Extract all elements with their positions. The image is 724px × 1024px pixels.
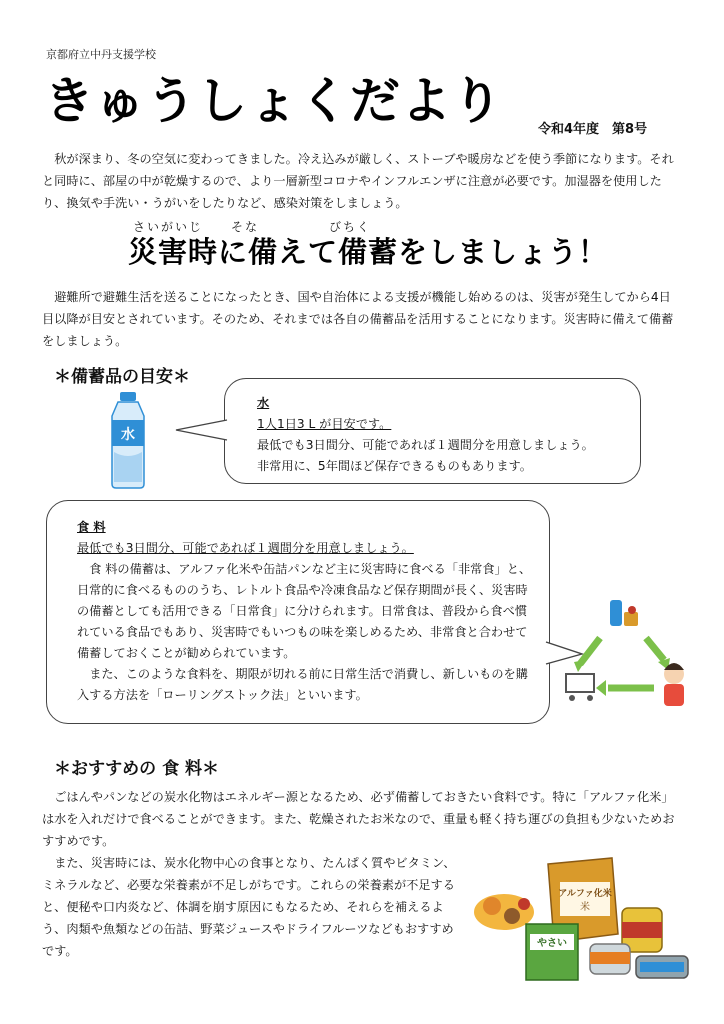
- water-line-2: 最低でも3日間分、可能であれば１週間分を用意しましょう。: [257, 438, 594, 452]
- juice-label: やさい: [537, 938, 567, 949]
- disaster-paragraph: 避難所で避難生活を送ることになったとき、国や自治体による支援が機能し始めるのは、災害が発生してから4日目以降が目安とされています。そのため、それまでは各自の備蓄品を活用することになります。災害時に備えて備蓄をしましょう。: [42, 290, 674, 348]
- newsletter-title: きゅうしょくだより: [44, 72, 503, 130]
- rolling-stock-cycle-icon: [562, 598, 694, 718]
- water-bottle-icon: [100, 390, 156, 490]
- recommend-heading: ＊おすすめの 食 料＊: [54, 759, 220, 779]
- svg-text:米: 米: [580, 902, 590, 913]
- water-line-3: 非常用に、5年間ほど保存できるものもあります。: [257, 459, 532, 473]
- food-line-1: 最低でも3日間分、可能であれば１週間分を用意しましょう。: [77, 541, 414, 555]
- emergency-food-icon: [468, 838, 698, 988]
- stock-guide-heading: ＊備蓄品の目安＊: [54, 367, 190, 387]
- school-name: 京都府立中丹支援学校: [46, 48, 156, 61]
- issue-number: 令和4年度 第8号: [538, 122, 648, 137]
- recommend-paragraph-2: また、災害時には、炭水化物中心の食事となり、たんぱく質やビタミン、ミネラルなど、必要な栄養素が不足しがちです。これらの栄養素が不足すると、便秘や口内炎など、体調を崩す原因にもなるため、それらを補えるよう、肉類や魚類などの缶詰、野菜ジュースやドライフルーツなどもおすすめです。: [42, 856, 456, 958]
- water-info-bubble: [224, 378, 641, 484]
- bottle-label: 水: [121, 427, 135, 443]
- water-label: 水: [257, 396, 270, 410]
- bubble-tail-left: [174, 418, 228, 442]
- disaster-heading: 災害時に備えて備蓄をしましょう！: [128, 235, 609, 269]
- recommend-paragraph-1: ごはんやパンなどの炭水化物はエネルギー源となるため、必ず備蓄しておきたい食料です。特に「アルファ化米」は水を入れだけで食べることができます。また、乾燥されたお米なので、重量も軽く持ち運びの負担も少ないためおすすめです。: [42, 790, 675, 848]
- food-info-bubble: [46, 500, 550, 724]
- intro-paragraph: 秋が深まり、冬の空気に変わってきました。冷え込みが厳しく、ストーブや暖房などを使う季節になります。それと同時に、部屋の中が乾燥するので、より一層新型コロナやインフルエンザに注意が必要です。加湿器を使用したり、換気や手洗い・うがいをしたりなど、感染対策をしましょう。: [42, 152, 674, 210]
- water-info: [257, 393, 637, 477]
- heading-ruby: さいがいじ そな びちく: [133, 220, 372, 234]
- food-label: 食 料: [77, 520, 106, 534]
- water-line-1: 1人1日3 L が目安です。: [257, 417, 392, 431]
- food-body-2: また、このような食料を、期限が切れる前に日常生活で消費し、新しいものを購入する方法を「ローリングストック法」といいます。: [77, 667, 528, 702]
- rice-bag-label: アルファ化米: [558, 889, 612, 899]
- food-body-1: 食 料の備蓄は、アルファ化米や缶詰パンなど主に災害時に食べる「非常食」と、日常的に食べるもののうち、レトルト食品や冷凍食品など保存期間が長く、災害時の備蓄としても活用できる「日常食」に分けられます。日常食は、普段から食べ慣れている食品でもあり、災害時でもいつもの味を楽しめるため、非常食と合わせて備蓄しておくことが勧められています。: [77, 562, 532, 660]
- food-info: [77, 517, 537, 706]
